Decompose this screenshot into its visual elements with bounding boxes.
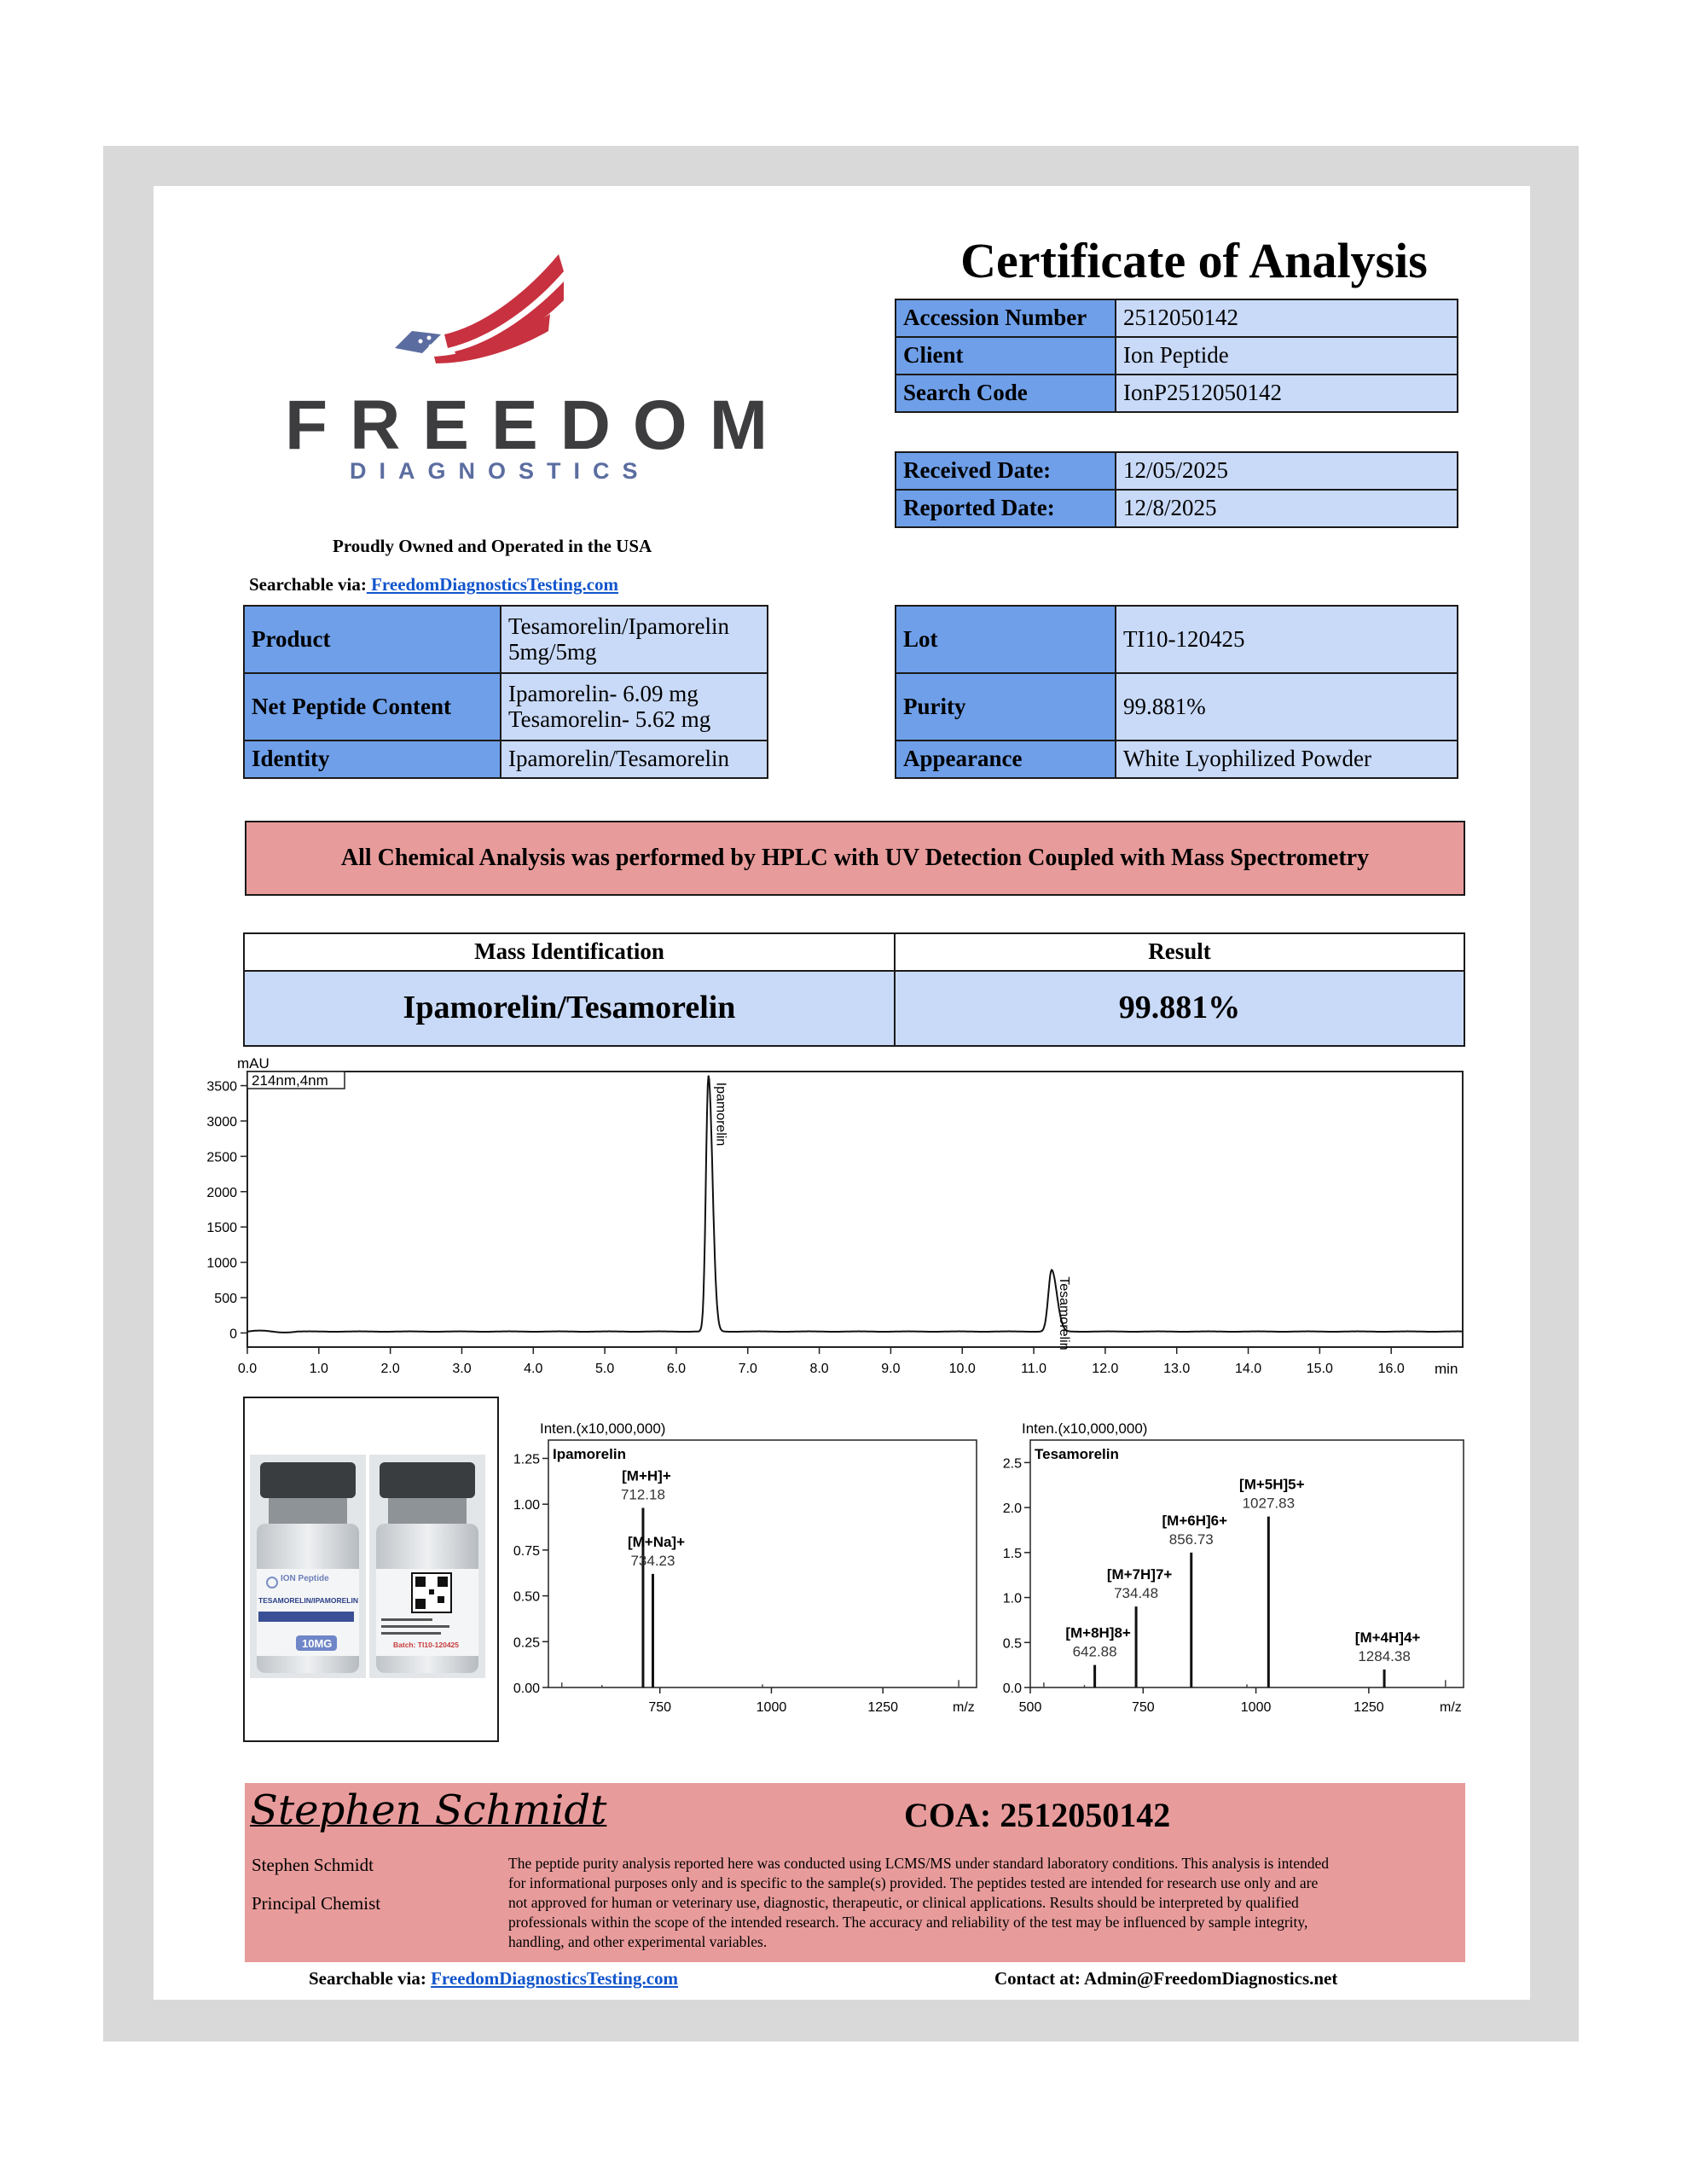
ms-ytick-label: 1.00 [513,1498,540,1513]
result-header: Result [895,933,1464,971]
hplc-xtick-label: 3.0 [452,1362,472,1376]
ms-ytick-label: 1.25 [513,1452,540,1467]
accession-label: Accession Number [896,299,1116,337]
disclaimer-line: The peptide purity analysis reported here was conducted using LCMS/MS under standard laboratory conditions. This analysis is intended [508,1855,1329,1872]
search-code-row [896,375,1458,412]
hplc-chromatogram [196,1054,1475,1387]
client-row [896,337,1458,375]
ms-ytick-label: 0.0 [1002,1682,1022,1696]
lot-row [896,606,1458,673]
appearance-label: Appearance [896,741,1116,778]
ms-peak-ion: [M+7H]7+ [1106,1566,1173,1583]
ms-peak-ion: [M+6H]6+ [1162,1512,1228,1529]
tagline: Proudly Owned and Operated in the USA [333,536,652,556]
ms-ylabel: Inten.(x10,000,000) [1022,1420,1148,1437]
logo-subtitle: DIAGNOSTICS [350,458,651,484]
hplc-xtick-label: 10.0 [948,1362,976,1376]
hplc-ytick-label: 0 [229,1327,237,1342]
hplc-xtick-label: 14.0 [1234,1362,1262,1376]
vial-batch: Batch: TI10-120425 [393,1641,460,1649]
result-header-row [244,933,1464,971]
ms-xtick-label: 750 [648,1700,672,1715]
net-peptide-label: Net Peptide Content [244,673,501,741]
vial-photo-frame [243,1397,499,1742]
ms-peak-mz: 1284.38 [1358,1647,1411,1664]
identity-label: Identity [244,741,501,778]
ms-peak-ion: [M+H]+ [622,1467,671,1484]
ms-xtick-label: 1000 [756,1700,787,1715]
ms-ytick-label: 1.0 [1002,1591,1022,1606]
hplc-xtick-label: 4.0 [524,1362,543,1376]
purity-value: 99.881% [1116,673,1458,741]
identity-row [244,741,768,778]
hplc-plot-frame [247,1072,1463,1347]
hplc-xtick-label: 5.0 [594,1362,615,1376]
ipamorelin-mass-spectrum [510,1416,1005,1732]
ms-xtick-label: 1250 [1354,1700,1384,1715]
appearance-value: White Lyophilized Powder [1116,741,1458,778]
hplc-xtick-label: 11.0 [1021,1362,1047,1376]
hplc-peak-label: Ipamorelin [713,1082,728,1147]
footer-searchable-label: Searchable via: [309,1968,426,1989]
hplc-xtick-label: 1.0 [309,1362,328,1376]
vial-photo [245,1398,497,1740]
disclaimer [508,1854,1459,1952]
hplc-ytick-label: 500 [214,1292,237,1307]
received-value: 12/05/2025 [1116,452,1458,490]
coa-number: COA: 2512050142 [904,1796,1171,1834]
dates-table [895,451,1458,528]
hplc-xlabel: min [1435,1361,1458,1377]
ms-ytick-label: 0.50 [513,1589,540,1605]
vial-cap [380,1462,475,1498]
footer-link[interactable]: FreedomDiagnosticsTesting.com [431,1968,679,1989]
reported-row [896,490,1458,527]
ms-peak-mz: 734.48 [1114,1585,1159,1602]
searchable-line [249,574,618,595]
hplc-ytick-label: 3000 [206,1114,237,1130]
hplc-xtick-label: 16.0 [1377,1362,1405,1376]
ms-ytick-label: 2.5 [1002,1456,1022,1472]
tesamorelin-mass-spectrum [994,1416,1481,1732]
ms-peak-ion: [M+5H]5+ [1239,1476,1305,1493]
accession-value: 2512050142 [1116,299,1458,337]
ms-xtick-label: 500 [1018,1700,1042,1715]
product-label: Product [244,606,501,673]
accession-table [895,299,1458,413]
ms-plot-frame [548,1440,977,1687]
hplc-xtick-label: 12.0 [1092,1362,1119,1376]
identity-value: Ipamorelin/Tesamorelin [501,741,768,778]
ms-title: Ipamorelin [553,1446,626,1462]
ms-xlabel: m/z [953,1700,975,1715]
product-value [501,606,768,673]
disclaimer-line: professionals within the scope of the intended research. The accuracy and reliability of the test may be influenced by sample integrity, [508,1914,1308,1931]
ms-peak-ion: [M+4H]4+ [1354,1629,1421,1646]
hplc-xtick-label: 6.0 [666,1362,687,1376]
vial-dose: 10MG [302,1637,333,1650]
ms-xtick-label: 1250 [867,1700,898,1715]
search-code-label: Search Code [896,375,1116,412]
hplc-ytick-label: 2000 [206,1185,237,1200]
disclaimer-line: not approved for human or veterinary use, diagnostic, therapeutic, or clinical applications. Results should be interpreted by qualified [508,1894,1299,1911]
net-peptide-line: Ipamorelin- 6.09 mg [508,680,699,706]
hplc-peak-label: Tesamorelin [1057,1276,1072,1350]
net-peptide-line: Tesamorelin- 5.62 mg [508,706,711,732]
signer-name: Stephen Schmidt [252,1855,374,1875]
reported-label: Reported Date: [896,490,1116,527]
product-table [243,605,768,779]
hplc-xtick-label: 8.0 [809,1362,829,1376]
vial-brand: ION Peptide [281,1574,329,1583]
hplc-xtick-label: 0.0 [237,1362,258,1376]
footer-contact: Contact at: Admin@FreedomDiagnostics.net [994,1968,1338,1989]
logo-wordmark: FREEDOM [285,386,790,464]
ms-peak-mz: 856.73 [1168,1531,1214,1548]
received-label: Received Date: [896,452,1116,490]
ms-peak-ion: [M+8H]8+ [1065,1624,1131,1641]
vial-cap [260,1462,356,1498]
hplc-ytick-label: 3500 [206,1079,237,1095]
signature-script: Stephen Schmidt [250,1786,607,1834]
ms-peak-mz: 1027.83 [1242,1495,1296,1512]
hplc-xtick-label: 9.0 [881,1362,901,1376]
lot-value: TI10-120425 [1116,606,1458,673]
lot-table [895,605,1458,779]
footer-searchable [309,1968,678,1989]
hplc-xtick-label: 15.0 [1306,1362,1333,1376]
net-peptide-value [501,673,768,741]
ms-ytick-label: 2.0 [1002,1502,1022,1517]
disclaimer-line: for informational purposes only and is specific to the sample(s) provided. The peptides tested are intended for research use only and are [508,1874,1319,1891]
result-value: 99.881% [895,971,1464,1046]
purity-label: Purity [896,673,1116,741]
searchable-label: Searchable via: [249,574,367,595]
client-value: Ion Peptide [1116,337,1458,375]
ms-ytick-label: 0.00 [513,1682,540,1696]
received-row [896,452,1458,490]
page-title: Certificate of Analysis [960,233,1428,288]
hplc-ytick-label: 1500 [206,1221,237,1236]
result-table [243,932,1465,1047]
client-label: Client [896,337,1116,375]
ms-ytick-label: 0.25 [513,1635,540,1651]
flag-logo-icon [388,253,576,363]
searchable-link[interactable]: FreedomDiagnosticsTesting.com [366,574,619,595]
ms-peak-mz: 734.23 [630,1552,675,1569]
accession-row [896,299,1458,337]
ms-peak-mz: 712.18 [620,1486,665,1503]
appearance-row [896,741,1458,778]
product-value-line: 5mg/5mg [508,638,597,665]
disclaimer-line: handling, and other experimental variables. [508,1933,768,1950]
lot-label: Lot [896,606,1116,673]
ms-ylabel: Inten.(x10,000,000) [540,1420,666,1437]
ms-ytick-label: 0.5 [1002,1636,1022,1652]
hplc-trace-line [247,1076,1463,1333]
vial-label-text: TESAMORELIN/IPAMORELIN [258,1596,358,1605]
ms-xlabel: m/z [1440,1700,1462,1715]
ms-peak-mz: 642.88 [1072,1643,1117,1660]
signer-role: Principal Chemist [252,1893,381,1914]
reported-value: 12/8/2025 [1116,490,1458,527]
hplc-xtick-label: 13.0 [1163,1362,1191,1376]
product-value-line: Tesamorelin/Ipamorelin [508,613,730,639]
purity-row [896,673,1458,741]
ms-xtick-label: 750 [1131,1700,1155,1715]
mass-id-header: Mass Identification [244,933,895,971]
net-peptide-row [244,673,768,741]
ms-ytick-label: 0.75 [513,1543,540,1559]
hplc-legend: 214nm,4nm [252,1072,328,1089]
ms-ytick-label: 1.5 [1002,1546,1022,1561]
mass-id-value: Ipamorelin/Tesamorelin [244,971,895,1046]
ms-xtick-label: 1000 [1240,1700,1272,1715]
hplc-ylabel: mAU [237,1055,270,1072]
product-row [244,606,768,673]
hplc-xtick-label: 7.0 [738,1362,757,1376]
method-banner: All Chemical Analysis was performed by HPLC with UV Detection Coupled with Mass Spectrometry [245,821,1465,896]
ms-title: Tesamorelin [1035,1446,1119,1462]
hplc-ytick-label: 2500 [206,1150,237,1165]
result-value-row [244,971,1464,1046]
ms-peak-ion: [M+Na]+ [627,1533,686,1550]
hplc-ytick-label: 1000 [206,1256,237,1271]
search-code-value: IonP2512050142 [1116,375,1458,412]
hplc-xtick-label: 2.0 [380,1362,400,1376]
